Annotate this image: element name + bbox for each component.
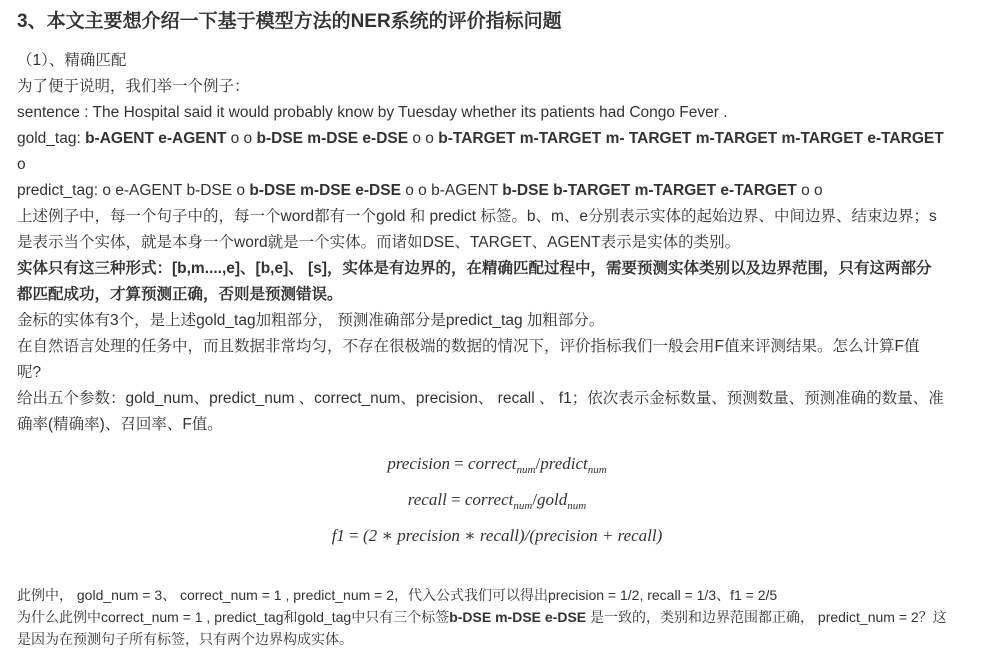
why-line-2: 是因为在预测句子所有标签，只有两个边界构成实体。 bbox=[17, 631, 353, 647]
gold-dse-entity: b-DSE m-DSE e-DSE bbox=[256, 130, 409, 147]
gold-tag-label: gold_tag: bbox=[17, 130, 86, 147]
sentence-line: sentence : The Hospital said it would probably know by Tuesday whether its patients had Congo Fever . bbox=[17, 104, 728, 121]
example-calculation: 此例中， gold_num = 3、 correct_num = 1 , predict_num = 2，代入公式我们可以得出precision = 1/2, recall = 1/3、f1 = 2/5 bbox=[17, 587, 778, 603]
predict-tag-line bbox=[17, 178, 823, 204]
gold-target-entity: b-TARGET m-TARGET m- TARGET m-TARGET m-TARGET e-TARGET bbox=[438, 130, 944, 147]
entity-forms-line-1: 实体只有这三种形式：[b,m....,e]、[b,e]、 [s]，实体是有边界的，在精确匹配过程中，需要预测实体类别以及边界范围，只有这两部分 bbox=[17, 260, 932, 277]
section-heading: 3、本文主要想介绍一下基于模型方法的NER系统的评价指标问题 bbox=[17, 11, 562, 32]
gold-note: 金标的实体有3个，是上述gold_tag加粗部分， 预测准确部分是predict_tag 加粗部分。 bbox=[17, 312, 605, 329]
precision-formula: precision = correct$_{num}$/predict$_{num}$ bbox=[387, 454, 607, 476]
params-line-1: 给出五个参数：gold_num、predict_num 、correct_num、precision、 recall 、 f1；依次表示金标数量、预测数量、预测准确的数量、准 bbox=[17, 390, 944, 407]
explanation-line-1: 上述例子中，每一个句子中的，每一个word都有一个gold 和 predict 标签。b、m、e分别表示实体的起始边界、中间边界、结束边界；s bbox=[17, 208, 937, 225]
predict-plain-2: o o b-AGENT bbox=[400, 182, 503, 199]
intro-text: 为了便于说明，我们举一个例子： bbox=[17, 78, 250, 95]
predict-target-entity: b-DSE b-TARGET m-TARGET e-TARGET bbox=[502, 182, 797, 199]
predict-plain-1: o e-AGENT b-DSE o bbox=[102, 182, 250, 199]
predict-dse-entity: b-DSE m-DSE e-DSE bbox=[249, 182, 401, 199]
gold-agent-entity: b-AGENT e-AGENT bbox=[85, 130, 227, 147]
params-line-2: 确率(精确率)、召回率、F值。 bbox=[17, 416, 223, 433]
subheading: （1）、精确匹配 bbox=[17, 52, 127, 69]
recall-formula: recall = correct$_{num}$/gold$_{num}$ bbox=[407, 490, 587, 512]
why-bold-tags: b-DSE m-DSE e-DSE bbox=[449, 609, 587, 625]
gold-tag-continuation: o bbox=[17, 156, 26, 173]
gold-tag-line bbox=[17, 126, 944, 152]
entity-forms-line-2: 都匹配成功，才算预测正确，否则是预测错误。 bbox=[17, 286, 343, 303]
fvalue-line-2: 呢? bbox=[17, 364, 42, 381]
gold-plain-1: o o bbox=[226, 130, 257, 147]
why-line-1: 为什么此例中correct_num = 1 , predict_tag和gold_tag中只有三个标签b-DSE m-DSE e-DSE 是一致的，类别和边界范围都正确， predict_num = 2？这 bbox=[17, 609, 947, 625]
fvalue-line-1: 在自然语言处理的任务中，而且数据非常均匀，不存在很极端的数据的情况下，评价指标我们一般会用F值来评测结果。怎么计算F值 bbox=[17, 338, 920, 355]
explanation-line-2: 是表示当个实体，就是本身一个word就是一个实体。而诸如DSE、TARGET、AGENT表示是实体的类别。 bbox=[17, 234, 741, 251]
f1-formula: f1 = (2 ∗ precision ∗ recall)/(precision + recall) bbox=[331, 526, 663, 545]
predict-plain-3: o o bbox=[796, 182, 823, 199]
predict-tag-label: predict_tag: bbox=[17, 182, 103, 199]
gold-plain-2: o o bbox=[408, 130, 439, 147]
